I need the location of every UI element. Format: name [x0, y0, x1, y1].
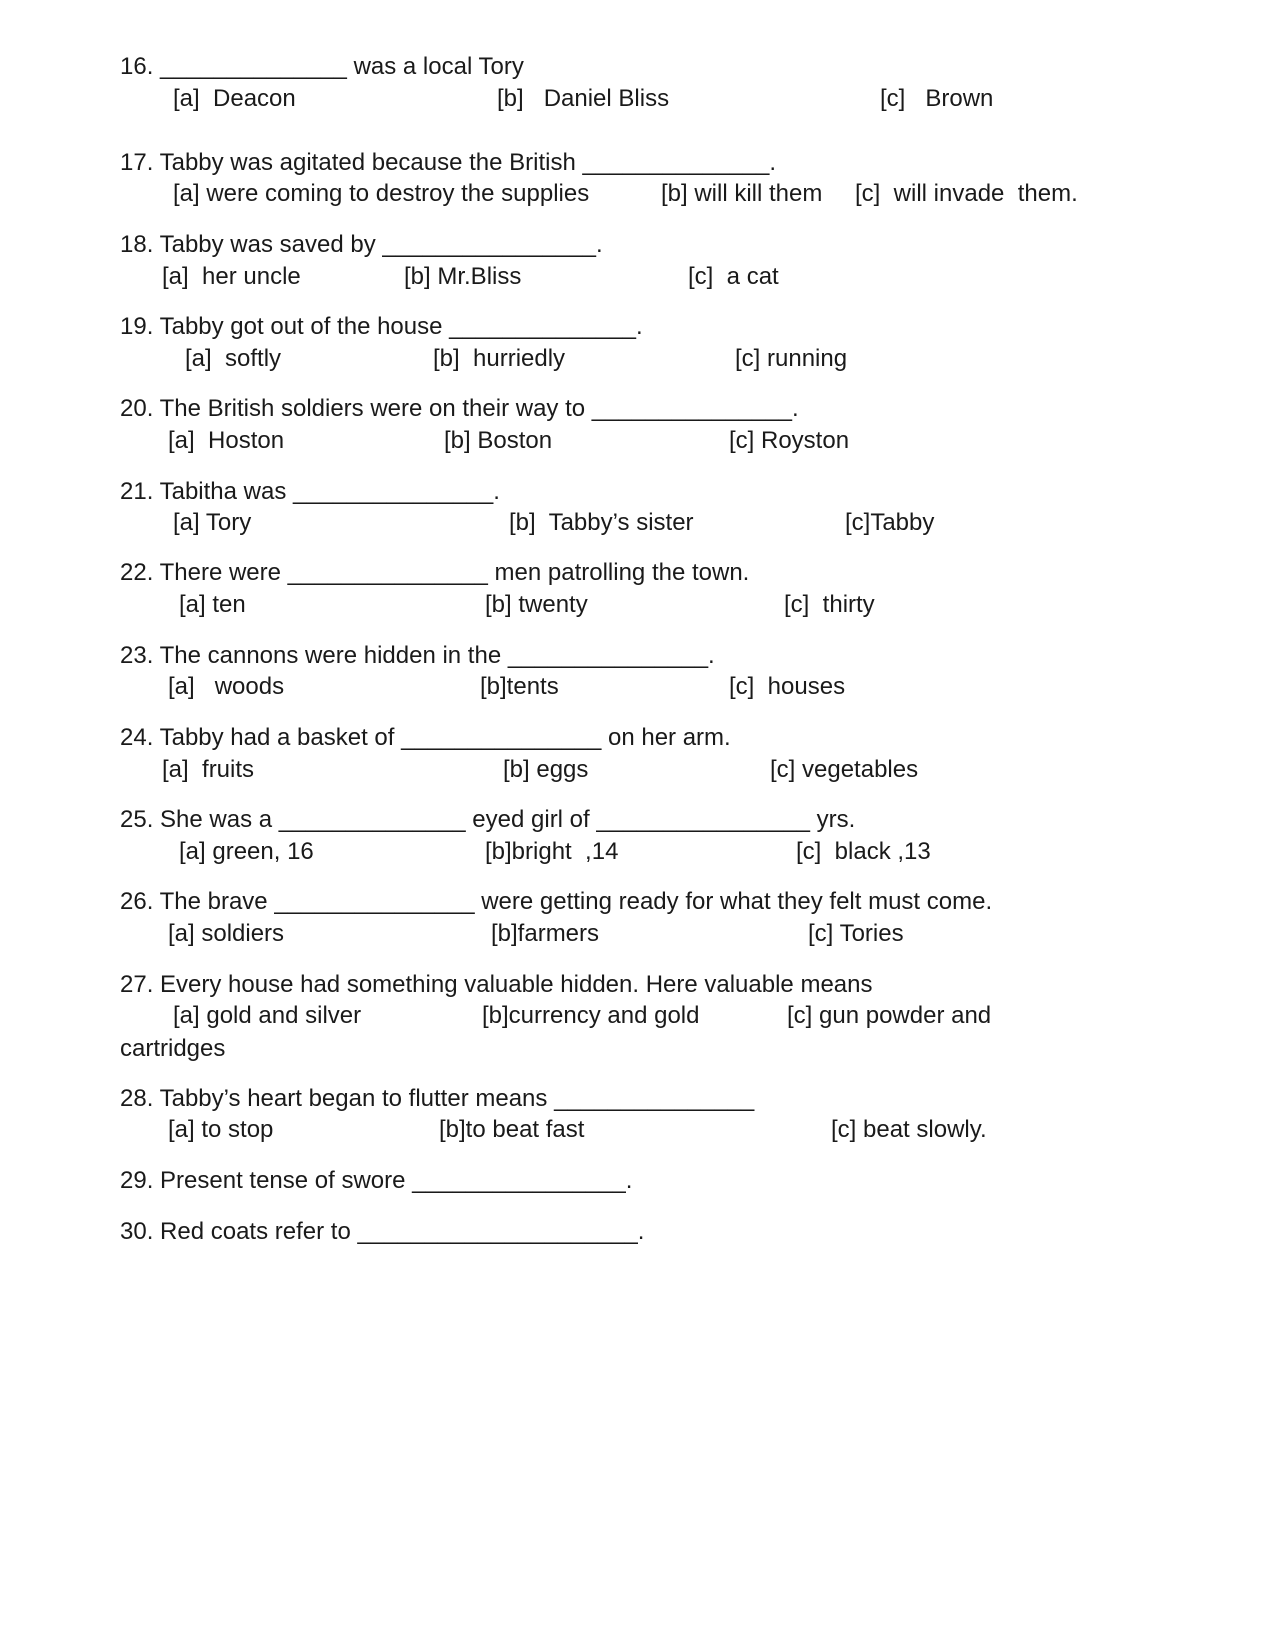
q16-option-a: [a] Deacon — [173, 85, 296, 112]
question-17: 17. Tabby was agitated because the British ______________. — [120, 149, 777, 176]
q24-option-c: [c] vegetables — [770, 756, 919, 783]
question-23: 23. The cannons were hidden in the _______________. — [120, 642, 715, 669]
question-30: 30. Red coats refer to _____________________. — [120, 1218, 645, 1245]
q28-option-a: [a] to stop — [168, 1116, 274, 1143]
q26-option-b: [b]farmers — [491, 920, 600, 947]
q17-option-c: [c] will invade them. — [855, 180, 1078, 207]
q16-option-c: [c] Brown — [880, 85, 994, 112]
question-24: 24. Tabby had a basket of _______________ on her arm. — [120, 724, 731, 751]
question-28: 28. Tabby’s heart began to flutter means _______________ — [120, 1085, 755, 1112]
q17-option-a: [a] were coming to destroy the supplies — [173, 180, 590, 207]
q21-option-b: [b] Tabby’s sister — [509, 509, 694, 536]
q23-option-c: [c] houses — [729, 673, 846, 700]
q20-option-b: [b] Boston — [444, 427, 553, 454]
question-25: 25. She was a ______________ eyed girl of ________________ yrs. — [120, 806, 856, 833]
q17-option-b: [b] will kill them — [661, 180, 823, 207]
q21-option-c: [c]Tabby — [845, 509, 935, 536]
q19-option-c: [c] running — [735, 345, 848, 372]
q25-option-b: [b]bright ,14 — [485, 838, 619, 865]
question-19: 19. Tabby got out of the house ______________. — [120, 313, 643, 340]
q26-option-a: [a] soldiers — [168, 920, 285, 947]
q28-option-b: [b]to beat fast — [439, 1116, 585, 1143]
q22-option-c: [c] thirty — [784, 591, 875, 618]
question-21: 21. Tabitha was _______________. — [120, 478, 500, 505]
question-26: 26. The brave _______________ were getting ready for what they felt must come. — [120, 888, 993, 915]
q24-option-b: [b] eggs — [503, 756, 589, 783]
q27-option-a: [a] gold and silver — [173, 1002, 362, 1029]
q25-option-a: [a] green, 16 — [179, 838, 314, 865]
q23-option-a: [a] woods — [168, 673, 285, 700]
q22-option-b: [b] twenty — [485, 591, 588, 618]
q20-option-c: [c] Royston — [729, 427, 850, 454]
question-29: 29. Present tense of swore ________________. — [120, 1167, 633, 1194]
q28-option-c: [c] beat slowly. — [831, 1116, 987, 1143]
q23-option-b: [b]tents — [480, 673, 559, 700]
question-20: 20. The British soldiers were on their way to _______________. — [120, 395, 799, 422]
question-22: 22. There were _______________ men patrolling the town. — [120, 559, 750, 586]
question-27: 27. Every house had something valuable hidden. Here valuable means — [120, 971, 873, 998]
q27-option-b: [b]currency and gold — [482, 1002, 700, 1029]
question-16: 16. ______________ was a local Tory — [120, 53, 524, 80]
q25-option-c: [c] black ,13 — [796, 838, 931, 865]
q26-option-c: [c] Tories — [808, 920, 904, 947]
q27-option-c: [c] gun powder and — [787, 1002, 992, 1029]
q19-option-b: [b] hurriedly — [433, 345, 566, 372]
q27-option-c-continuation: cartridges — [120, 1035, 226, 1062]
q18-option-b: [b] Mr.Bliss — [404, 263, 522, 290]
q24-option-a: [a] fruits — [162, 756, 255, 783]
q22-option-a: [a] ten — [179, 591, 246, 618]
q16-option-b: [b] Daniel Bliss — [497, 85, 670, 112]
q21-option-a: [a] Tory — [173, 509, 252, 536]
q18-option-a: [a] her uncle — [162, 263, 301, 290]
q19-option-a: [a] softly — [185, 345, 282, 372]
q18-option-c: [c] a cat — [688, 263, 779, 290]
q20-option-a: [a] Hoston — [168, 427, 285, 454]
question-18: 18. Tabby was saved by ________________. — [120, 231, 603, 258]
